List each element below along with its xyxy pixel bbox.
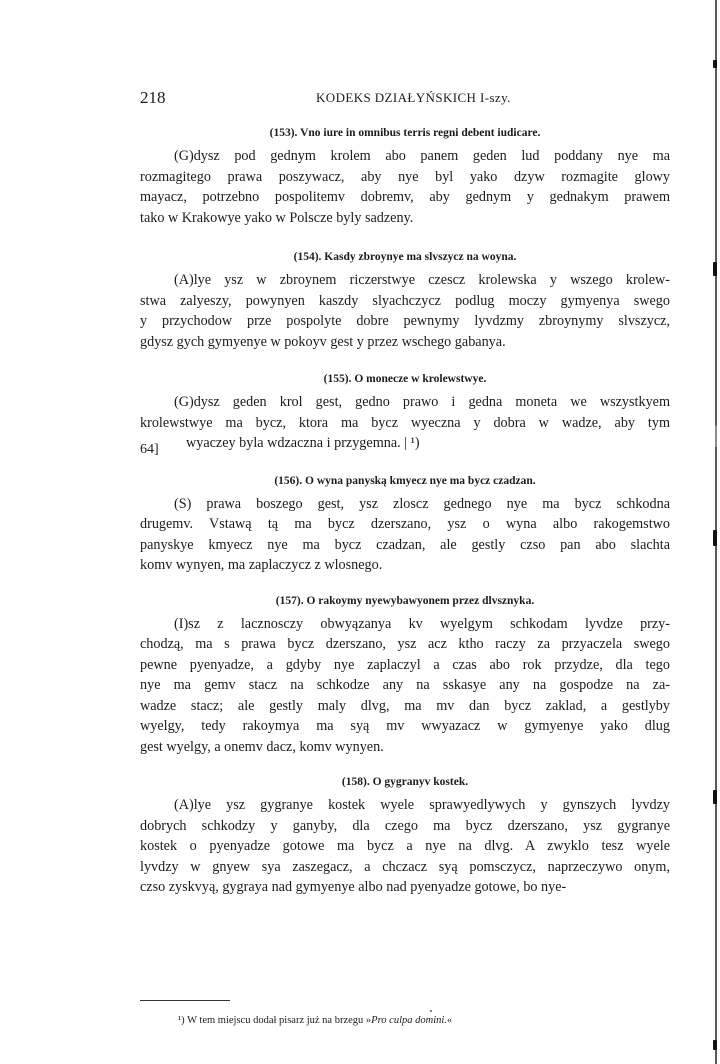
text-line: wadze stacz; ale gestly maly dlvg, ma mv dan bycz zaklad, a gestlyby bbox=[140, 697, 670, 714]
section-title: (158). O gygranyv kostek. bbox=[341, 776, 469, 788]
section-paragraph bbox=[140, 146, 670, 228]
section-paragraph bbox=[140, 614, 670, 758]
section bbox=[140, 588, 670, 758]
section bbox=[140, 366, 670, 454]
text-line: y przychodow prze pospolyte dobre pewnymy lyvdzmy zbroynymy slvszycz, bbox=[140, 313, 670, 329]
text-line: mayacz, potrzebno pospolitemv dobremv, aby gednym y gednakym prawem bbox=[140, 189, 670, 205]
footnote-italic: Pro culpa domini. bbox=[371, 1015, 447, 1026]
edge-mark bbox=[713, 790, 717, 804]
text-line: rozmagitego prawa poszywacz, aby nye byl yako dzyw rozmagite glowy bbox=[140, 168, 670, 185]
section bbox=[140, 120, 670, 228]
text-line: (A)lye ysz gygranye kostek wyele sprawyedlywych y gynszych lyvdzy bbox=[174, 797, 670, 813]
edge-mark bbox=[713, 1040, 717, 1050]
text-line: tako w Krakowye yako w Polscze byly sadzeny. bbox=[140, 209, 414, 226]
section-paragraph bbox=[140, 392, 670, 454]
text-line: (I)sz z lacznosczy obwyązanya kv wyelgym schkodam lyvdze przy- bbox=[174, 615, 670, 632]
text-line: czso zyskvyą, gygraya nad gymyenye albo nad pyenyadze gotowe, bo nye- bbox=[140, 879, 567, 895]
text-line: pewne pyenyadze, a gdyby nye zaplaczyl a czas abo rok przydze, dla tego bbox=[140, 656, 670, 673]
text-line: dobrych schkodzy y ganyby, dla czego ma bycz dzerszano, ysz gygranye bbox=[140, 817, 670, 834]
margin-note: 64] bbox=[140, 442, 159, 457]
page-number: 218 bbox=[140, 88, 166, 107]
page-header bbox=[140, 88, 670, 112]
section bbox=[140, 769, 670, 898]
text-line: (G)dysz pod gednym krolem abo panem geden lud poddany nye ma bbox=[174, 148, 670, 164]
section-paragraph bbox=[140, 795, 670, 898]
text-line: nye ma gemv stacz na schkodze any na sskasye any na gospodze na za- bbox=[140, 677, 670, 693]
text-line: krolewstwye ma bycz, ktora ma bycz wyeczna y dobra w wadze, aby tym bbox=[140, 414, 670, 431]
footnote-close: « bbox=[446, 1015, 453, 1026]
text-line: wyaczey byla wdzaczna i przygemna. | ¹) bbox=[186, 435, 420, 451]
running-title: KODEKS DZIAŁYŃSKICH I-szy. bbox=[316, 90, 511, 105]
section bbox=[140, 244, 670, 352]
section-paragraph bbox=[140, 494, 670, 576]
text-line: panyskye kmyecz nye ma bycz czadzan, ale gestly czso pan abo slachta bbox=[140, 536, 670, 553]
text-line: (A)lye ysz w zbroynem riczerstwye czescz krolewska y wszego krolew- bbox=[174, 272, 670, 288]
edge-mark bbox=[713, 530, 717, 546]
speck bbox=[430, 1010, 432, 1012]
text-line: lyvdzy w gnyew sya zaszegacz, a chczacz syą pomsczycz, naprzeczywo onym, bbox=[140, 858, 670, 875]
section-title: (154). Kasdy zbroynye ma slvszycz na woyna. bbox=[293, 251, 517, 263]
text-line: stwa zalyeszy, powynyen kaszdy slyachczycz podlug moczy gymyenya swego bbox=[140, 292, 670, 309]
section-paragraph bbox=[140, 270, 670, 352]
edge-mark bbox=[713, 60, 717, 68]
section-title: (153). Vno iure in omnibus terris regni debent iudicare. bbox=[269, 127, 541, 139]
section-title: (157). O rakoymy nyewybawyonem przez dlvsznyka. bbox=[275, 594, 535, 607]
text-line: (G)dysz geden krol gest, gedno prawo i gedna moneta we wszystkyem bbox=[174, 394, 670, 410]
text-line: drugemv. Vstawą tą ma bycz dzerszano, ysz o wyna albo rakogemstwo bbox=[140, 516, 670, 532]
section bbox=[140, 468, 670, 576]
section-title: (156). O wyna panyską kmyecz nye ma bycz czadzan. bbox=[274, 474, 536, 487]
edge-mark bbox=[713, 262, 717, 276]
document-body bbox=[140, 120, 670, 898]
footnote-text: ¹) W tem miejscu dodał pisarz już na brzegu » bbox=[178, 1015, 372, 1026]
text-line: wyelgy, tedy rakoymya ma syą mv wwyazacz w gymyenye yako dlug bbox=[140, 718, 670, 734]
text-line: chodzą, ma s prawa bycz dzerszano, ysz acz ktho raczy za przyaczela swego bbox=[140, 636, 670, 652]
text-line: gest wyelgy, a onemv dacz, komv wynyen. bbox=[140, 738, 384, 755]
text-line: kostek o pyenyadze gotowe ma bycz a nye na dlvg. A zwyklo tesz wyele bbox=[140, 838, 670, 854]
text-line: komv wynyen, ma zaplaczycz z wlosnego. bbox=[140, 557, 383, 573]
section-title: (155). O monecze w krolewstwye. bbox=[323, 373, 487, 385]
text-line: gdysz gych gymyenye w pokoyv gest y przez wschego gabanya. bbox=[140, 333, 506, 350]
footnote-rule bbox=[140, 1000, 230, 1001]
text-line: (S) prawa boszego gest, ysz zloscz gednego nye ma bycz schkodna bbox=[174, 495, 670, 512]
footnote bbox=[178, 1015, 452, 1026]
